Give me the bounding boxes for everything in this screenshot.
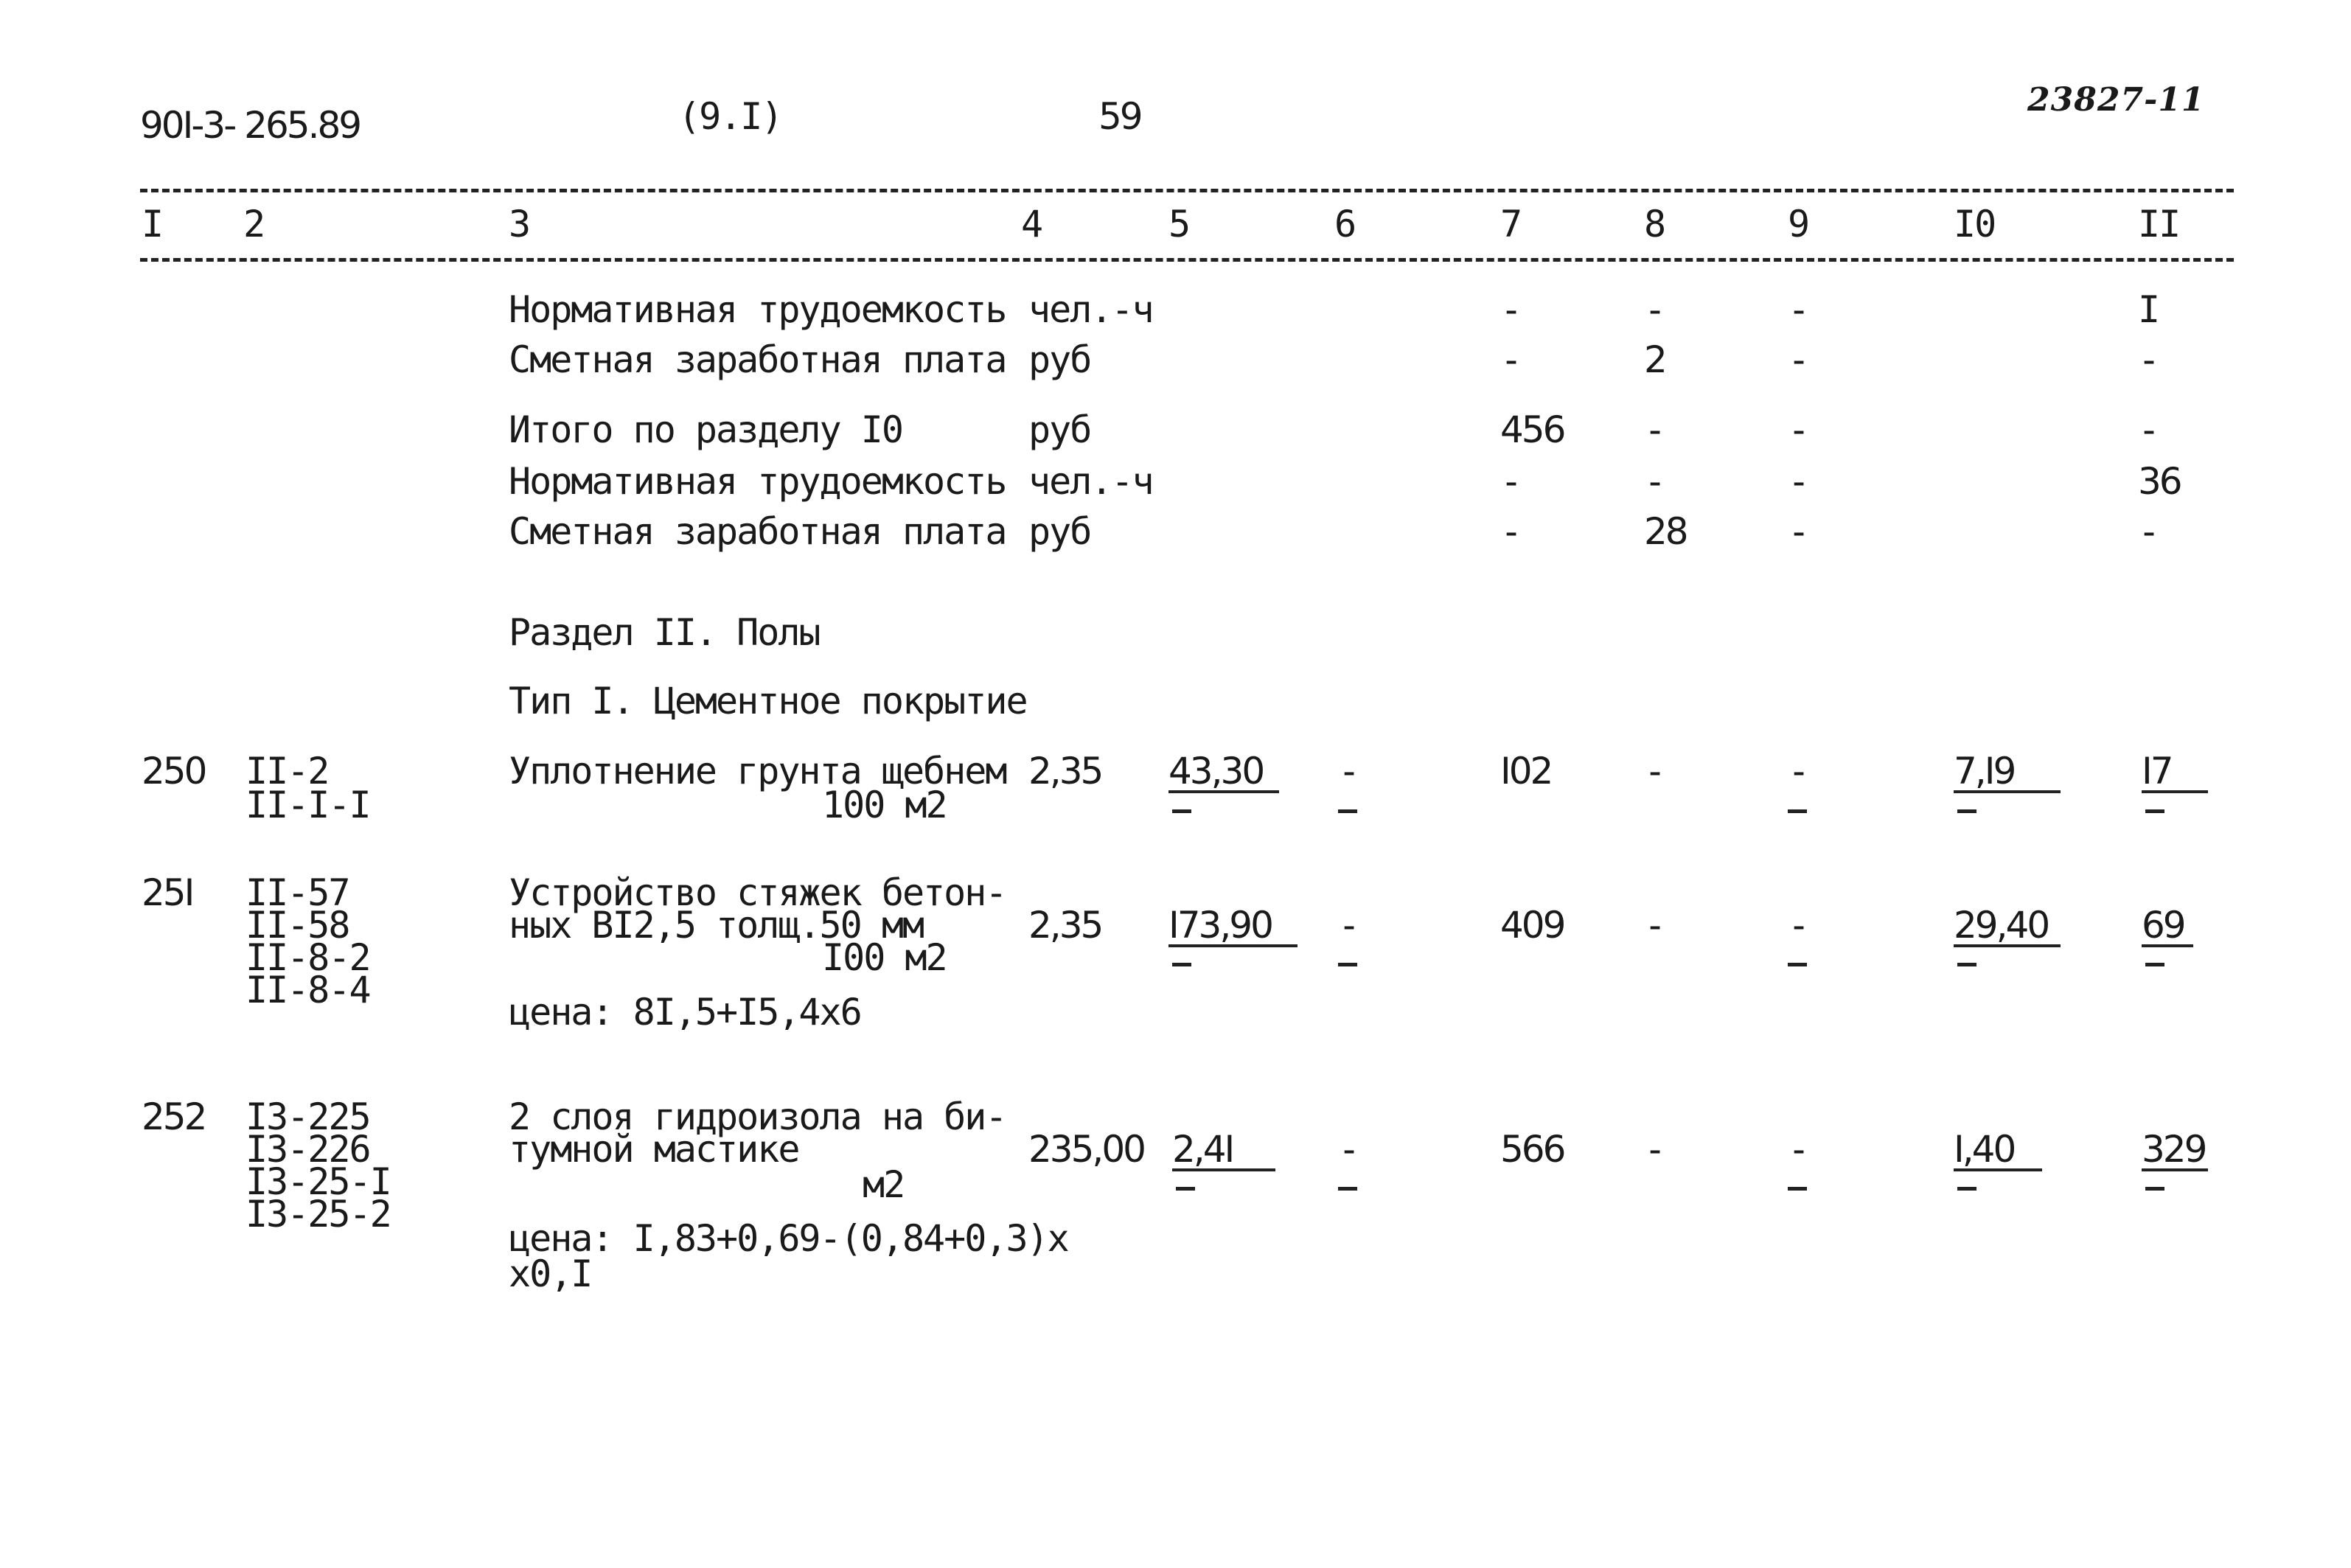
summary-unit: чел.-ч (1028, 288, 1153, 331)
item-c9: - (1788, 904, 1809, 947)
summary-c8: - (1644, 288, 1665, 331)
item-number: 252 (142, 1095, 206, 1138)
c11-underline (2142, 1168, 2208, 1171)
summary-c11: - (2138, 338, 2159, 381)
summary-c9: - (1788, 510, 1809, 553)
item-code: I3-225 (245, 1095, 370, 1138)
c10-sub-dash (1957, 963, 1976, 966)
item-c8: - (1644, 1128, 1665, 1171)
item-c11: I7 (2142, 750, 2172, 792)
item-c9: - (1788, 750, 1809, 792)
col-5: 5 (1168, 203, 1190, 245)
item-code: II-57 (245, 871, 349, 914)
c5-underline (1172, 1168, 1275, 1171)
item-quantity: 2,35 (1028, 750, 1102, 792)
item-code: I3-25-I (245, 1160, 391, 1203)
summary-c11: I (2138, 288, 2159, 331)
item-unit: м2 (863, 1163, 905, 1206)
item-c6: - (1338, 750, 1359, 792)
summary-unit: руб (1028, 408, 1091, 451)
c9-sub-dash (1788, 963, 1807, 966)
col-10: I0 (1954, 203, 1996, 245)
c11-sub-dash (2145, 809, 2164, 813)
section-title: Раздел II. Полы (509, 611, 820, 654)
item-code: II-8-4 (245, 969, 370, 1011)
item-code: II-58 (245, 904, 349, 947)
summary-c9: - (1788, 460, 1809, 503)
item-code: II-2 (245, 750, 329, 792)
summary-c11: - (2138, 408, 2159, 451)
summary-c11: 36 (2138, 460, 2181, 503)
item-price-formula: цена: I,83+0,69-(0,84+0,3)x (509, 1217, 1068, 1260)
header-rule-bottom (140, 258, 2234, 262)
item-c7: 566 (1500, 1128, 1564, 1171)
item-c7: 409 (1500, 904, 1564, 947)
item-c6: - (1338, 1128, 1359, 1171)
col-3: 3 (509, 203, 530, 245)
subsection-title: Тип I. Цементное покрытие (509, 680, 1027, 722)
summary-c7: - (1500, 288, 1522, 331)
item-code: II-I-I (245, 784, 370, 826)
summary-c7: 456 (1500, 408, 1564, 451)
c5-sub-dash (1176, 1187, 1195, 1191)
c10-sub-dash (1957, 809, 1976, 813)
item-c11: 69 (2142, 904, 2184, 947)
c5-underline (1168, 944, 1298, 947)
item-number: 25I (142, 871, 193, 914)
c11-sub-dash (2145, 963, 2164, 966)
c5-sub-dash (1172, 963, 1191, 966)
item-c8: - (1644, 750, 1665, 792)
item-description: ных BI2,5 толщ.50 мм (509, 904, 924, 947)
item-c7: I02 (1500, 750, 1552, 792)
c11-underline (2142, 944, 2193, 947)
summary-c7: - (1500, 510, 1522, 553)
col-6: 6 (1334, 203, 1356, 245)
summary-label: Нормативная трудоемкость (509, 288, 1006, 331)
c9-sub-dash (1788, 809, 1807, 813)
item-price-formula: цена: 8I,5+I5,4x6 (509, 991, 861, 1034)
item-unit: I00 м2 (822, 936, 947, 979)
item-code: II-8-2 (245, 936, 370, 979)
c10-underline (1954, 790, 2061, 793)
summary-c8: - (1644, 408, 1665, 451)
item-unit: 100 м2 (822, 784, 947, 826)
item-c5: 2,4I (1172, 1128, 1233, 1171)
c5-underline (1168, 790, 1279, 793)
item-description: тумной мастике (509, 1128, 799, 1171)
col-8: 8 (1644, 203, 1665, 245)
summary-c8: 2 (1644, 338, 1665, 381)
item-number: 250 (142, 750, 206, 792)
c6-sub-dash (1338, 809, 1357, 813)
c11-underline (2142, 790, 2208, 793)
item-code: I3-226 (245, 1128, 370, 1171)
item-description: 2 слоя гидроизола на би- (509, 1095, 1006, 1138)
item-c5: 43,30 (1168, 750, 1264, 792)
item-c9: - (1788, 1128, 1809, 1171)
col-1: I (142, 203, 163, 245)
c10-underline (1954, 1168, 2042, 1171)
page-number: 59 (1098, 95, 1141, 138)
c9-sub-dash (1788, 1187, 1807, 1191)
item-c10: 29,40 (1954, 904, 2049, 947)
summary-c8: - (1644, 460, 1665, 503)
col-4: 4 (1021, 203, 1042, 245)
col-7: 7 (1500, 203, 1522, 245)
summary-c7: - (1500, 460, 1522, 503)
c5-sub-dash (1172, 809, 1191, 813)
section-number: (9.I) (678, 95, 782, 138)
summary-c8: 28 (1644, 510, 1687, 553)
item-description: Уплотнение грунта щебнем (509, 750, 1006, 792)
item-c10: 7,I9 (1954, 750, 2015, 792)
c11-sub-dash (2145, 1187, 2164, 1191)
item-c8: - (1644, 904, 1665, 947)
summary-label: Итого по разделу I0 (509, 408, 902, 451)
item-quantity: 2,35 (1028, 904, 1102, 947)
summary-c9: - (1788, 288, 1809, 331)
summary-c11: - (2138, 510, 2159, 553)
c6-sub-dash (1338, 963, 1357, 966)
item-c10: I,40 (1954, 1128, 2015, 1171)
item-price-formula: x0,I (509, 1252, 592, 1295)
summary-unit: чел.-ч (1028, 460, 1153, 503)
col-9: 9 (1788, 203, 1809, 245)
header-rule-top (140, 189, 2234, 192)
item-c5: I73,90 (1168, 904, 1272, 947)
summary-unit: руб (1028, 338, 1091, 381)
archive-stamp: 23827-11 (2027, 81, 2205, 119)
summary-label: Сметная заработная плата (509, 338, 1006, 381)
col-11: II (2138, 203, 2180, 245)
item-c6: - (1338, 904, 1359, 947)
item-code: I3-25-2 (245, 1193, 391, 1236)
summary-c7: - (1500, 338, 1522, 381)
item-description: Устройство стяжек бетон- (509, 871, 1006, 914)
summary-label: Сметная заработная плата (509, 510, 1006, 553)
item-c11: 329 (2142, 1128, 2206, 1171)
summary-unit: руб (1028, 510, 1091, 553)
col-2: 2 (243, 203, 265, 245)
summary-label: Нормативная трудоемкость (509, 460, 1006, 503)
c10-sub-dash (1957, 1187, 1976, 1191)
summary-c9: - (1788, 408, 1809, 451)
summary-c9: - (1788, 338, 1809, 381)
document-code: 90I-3- 265.89 (140, 104, 361, 147)
c10-underline (1954, 944, 2061, 947)
c6-sub-dash (1338, 1187, 1357, 1191)
item-quantity: 235,00 (1028, 1128, 1144, 1171)
